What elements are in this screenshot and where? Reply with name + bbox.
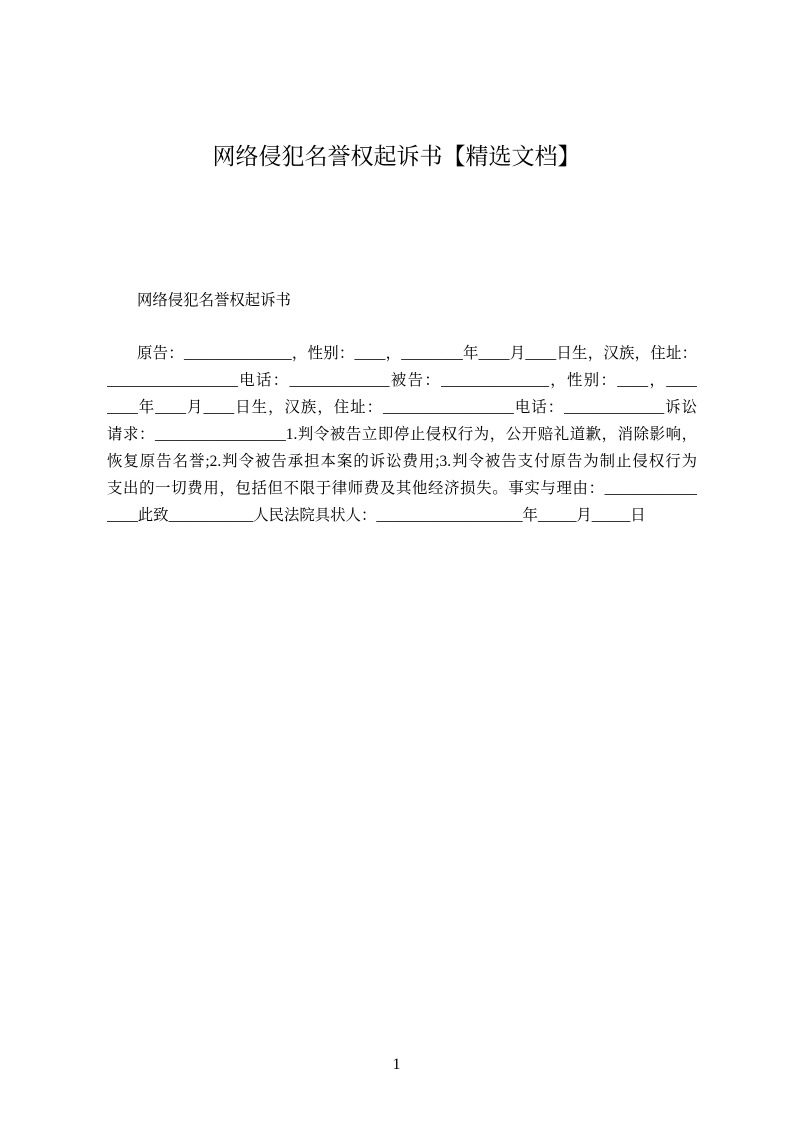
body-line-1: 原告：______________，性别：____，________年____月____日生，汉族，住址： [137, 345, 697, 362]
page-title: 网络侵犯名誉权起诉书【精选文档】 [212, 144, 581, 169]
body-line-7: ____此致___________人民法院具状人：___________________年_____月_____日 [107, 507, 646, 524]
body-line-6: 支出的一切费用，包括但不限于律师费及其他经济损失。事实与理由：____________ [107, 480, 697, 497]
document-heading: 网络侵犯名誉权起诉书 [137, 292, 291, 309]
complaint-body [107, 340, 697, 529]
body-line-5: 恢复原告名誉;2.判令被告承担本案的诉讼费用;3.判令被告支付原告为制止侵权行为 [107, 453, 697, 470]
body-line-2: _________________电话：_____________被告：______________，性别：____，____ [107, 372, 697, 389]
body-line-4: 请求：_________________1.判令被告立即停止侵权行为，公开赔礼道歉，消除影响， [107, 426, 697, 443]
body-line-3: ____年____月____日生，汉族，住址：_________________电话：_____________诉讼 [107, 399, 697, 416]
page-number: 1 [392, 1056, 401, 1073]
